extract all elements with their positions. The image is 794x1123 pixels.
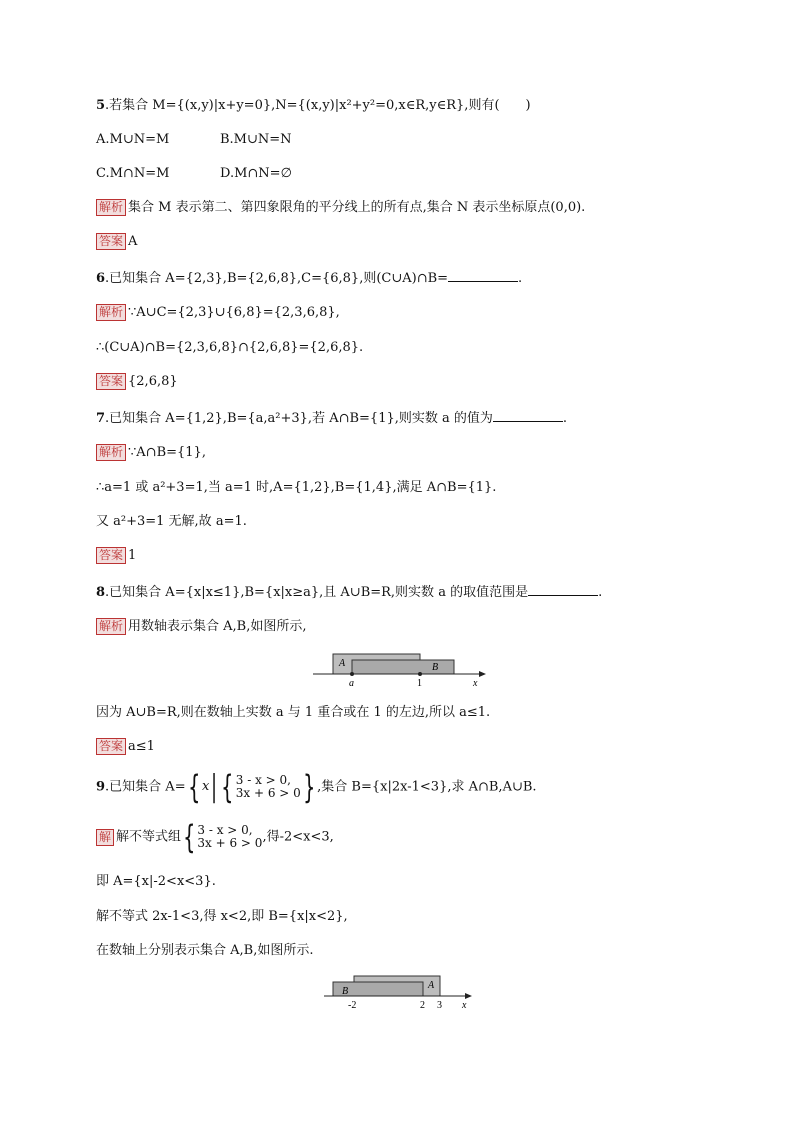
q9-line-2: 即 A={x|-2<x<3}.	[96, 874, 216, 889]
q7-analysis-line-3: 又 a²+3=1 无解,故 a=1.	[96, 514, 247, 529]
answer-tag: 答案	[96, 373, 126, 390]
q6-blank	[448, 269, 518, 282]
q8-answer	[96, 738, 155, 756]
label-a-set: A	[428, 980, 435, 991]
q6-stem-end: .	[518, 271, 523, 286]
q9-stem-pre: .已知集合 A=	[105, 779, 186, 795]
tick-2: 2	[420, 1000, 425, 1011]
q9-stem-post: ,集合 B={x|2x-1<3},求 A∩B,A∪B.	[317, 779, 537, 795]
q6-analysis-line-1: ∵A∪C={2,3}∪{6,8}={2,3,6,8},	[128, 305, 340, 320]
q8-analysis-line-1: 用数轴表示集合 A,B,如图所示,	[128, 619, 307, 634]
q5-number: 5	[96, 98, 106, 113]
q6-analysis-line-2: ∴(C∪A)∩B={2,3,6,8}∩{2,6,8}={2,6,8}.	[96, 340, 364, 355]
axis-x-label: x	[473, 678, 478, 689]
q7-blank	[493, 409, 563, 422]
q6-stem	[96, 269, 522, 288]
q7-analysis-line-1: ∵A∩B={1},	[128, 445, 206, 460]
q5-option-c: C.M∩N=M	[96, 166, 170, 181]
q9-ineq-1: 3 - x > 0,	[235, 773, 291, 787]
q9-set-var: x	[201, 779, 210, 794]
q7-answer-text: 1	[128, 548, 137, 563]
q7-stem-end: .	[562, 411, 568, 426]
tick-minus-2: -2	[348, 1000, 357, 1011]
q9-inequality-system	[236, 774, 301, 800]
q8-blank	[528, 583, 598, 596]
point-a	[350, 672, 354, 676]
label-b-set: B	[432, 662, 439, 673]
label-b-set: B	[342, 986, 349, 997]
q5-option-a: A.M∪N=M	[96, 132, 170, 147]
q5-option-b: B.M∪N=N	[220, 132, 292, 147]
analysis-tag: 解析	[96, 444, 126, 461]
q8-stem-text: .已知集合 A={x|x≤1},B={x|x≥a},且 A∪B=R,则实数 a 的取值范围是	[105, 585, 529, 600]
q7-stem	[96, 409, 567, 428]
q7-answer	[96, 547, 136, 565]
axis-arrow-icon	[479, 671, 486, 677]
analysis-tag: 解析	[96, 304, 126, 321]
q6-analysis	[96, 304, 340, 322]
q9-line-4: 在数轴上分别表示集合 A,B,如图所示.	[96, 943, 314, 958]
label-a-set: A	[339, 658, 346, 669]
q7-number: 7	[96, 411, 106, 426]
q9-solution-ineq-2: 3x + 6 > 0	[197, 836, 263, 850]
q5-analysis-text: 集合 M 表示第二、第四象限角的平分线上的所有点,集合 N 表示坐标原点(0,0).	[128, 200, 586, 215]
axis-arrow-icon	[465, 993, 472, 999]
q9-stem	[96, 768, 537, 806]
q5-stem-text: .若集合 M={(x,y)|x+y=0},N={(x,y)|x²+y²=0,x∈R,y∈R},则有( )	[105, 98, 531, 113]
solution-tag: 解	[96, 829, 114, 846]
q9-number: 9	[96, 779, 106, 795]
analysis-tag: 解析	[96, 618, 126, 635]
q5-option-d: D.M∩N=∅	[220, 166, 292, 181]
q8-stem-end: .	[598, 585, 603, 600]
q5-answer	[96, 233, 137, 251]
q8-answer-text: a≤1	[128, 739, 155, 754]
tick-a: a	[349, 678, 354, 689]
q6-number: 6	[96, 271, 106, 286]
q9-solution	[96, 818, 334, 856]
q9-ineq-2: 3x + 6 > 0	[235, 786, 301, 800]
q9-number-line-figure	[316, 970, 486, 1015]
q9-solution-ineq-1: 3 - x > 0,	[197, 823, 253, 837]
q9-solution-pre: 解不等式组	[116, 829, 182, 845]
q8-number-line-figure	[300, 648, 500, 693]
tick-1: 1	[417, 678, 422, 689]
q7-analysis	[96, 444, 206, 462]
q5-analysis	[96, 199, 585, 217]
q8-analysis-line-2: 因为 A∪B=R,则在数轴上实数 a 与 1 重合或在 1 的左边,所以 a≤1.	[96, 705, 491, 720]
q9-line-3: 解不等式 2x-1<3,得 x<2,即 B={x|x<2},	[96, 909, 348, 924]
q6-answer	[96, 373, 178, 391]
axis-x-label: x	[462, 1000, 467, 1011]
q9-set-builder: { x | { 3 - x > 0, 3x + 6 > 0 }	[187, 768, 316, 806]
q9-solution-post: ,得-2<x<3,	[262, 829, 334, 845]
q8-stem	[96, 583, 602, 602]
q6-answer-text: {2,6,8}	[128, 374, 178, 389]
set-b-region	[352, 660, 454, 674]
q7-analysis-line-2: ∴a=1 或 a²+3=1,当 a=1 时,A={1,2},B={1,4},满足 A∩B={1}.	[96, 480, 497, 495]
answer-tag: 答案	[96, 738, 126, 755]
answer-tag: 答案	[96, 547, 126, 564]
q7-stem-text: .已知集合 A={1,2},B={a,a²+3},若 A∩B={1},则实数 a 的值为	[105, 411, 493, 426]
q9-solution-system: { 3 - x > 0, 3x + 6 > 0	[183, 818, 263, 856]
q5-stem	[96, 97, 531, 115]
q8-analysis	[96, 618, 307, 636]
tick-3: 3	[437, 1000, 442, 1011]
q8-number: 8	[96, 585, 106, 600]
analysis-tag: 解析	[96, 199, 126, 216]
q5-answer-text: A	[128, 234, 138, 249]
answer-tag: 答案	[96, 233, 126, 250]
point-1	[418, 672, 422, 676]
q6-stem-text: .已知集合 A={2,3},B={2,6,8},C={6,8},则(C∪A)∩B=	[105, 271, 449, 286]
